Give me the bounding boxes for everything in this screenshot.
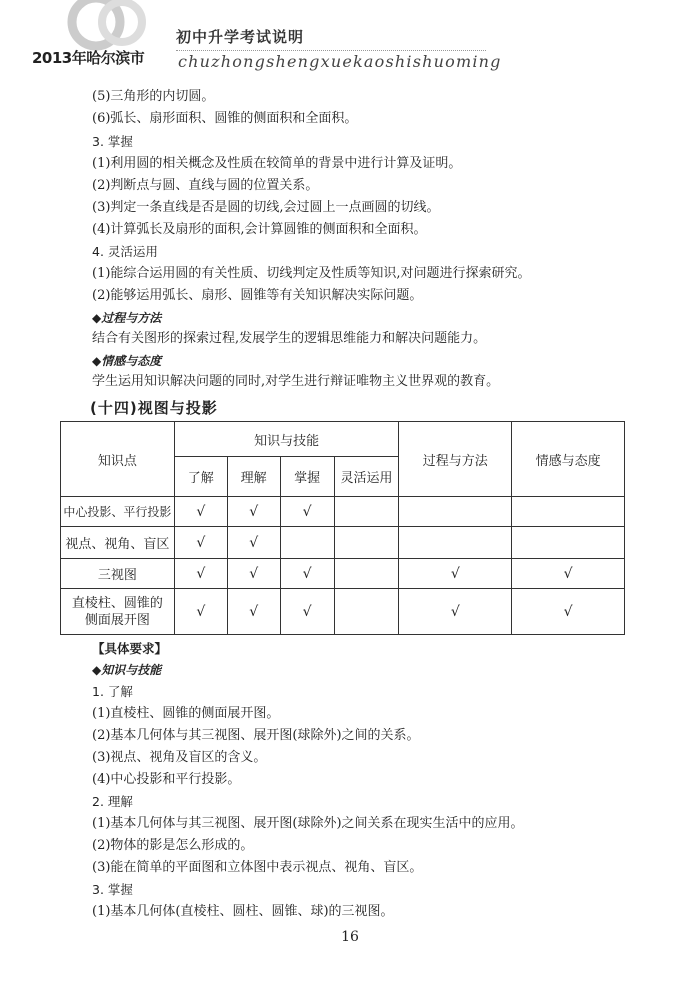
check-cell	[334, 527, 399, 559]
check-cell: √	[227, 589, 280, 635]
check-cell: √	[512, 589, 625, 635]
subsection-heading: 4. 灵活运用	[92, 244, 158, 259]
check-cell	[399, 527, 512, 559]
requirements-table	[60, 421, 625, 635]
check-cell: √	[399, 559, 512, 589]
check-cell	[334, 589, 399, 635]
category-heading: ◆过程与方法	[92, 311, 162, 325]
table-row	[61, 497, 625, 527]
subheader-master: 掌握	[280, 457, 334, 497]
text-line: (6)弧长、扇形面积、圆锥的侧面积和全面积。	[92, 111, 358, 126]
check-cell: √	[280, 589, 334, 635]
header-knowledge-skill: 知识与技能	[174, 422, 399, 457]
check-cell: √	[174, 559, 227, 589]
text-line: (3)视点、视角及盲区的含义。	[92, 750, 267, 765]
check-cell	[334, 497, 399, 527]
subheader-comprehend: 理解	[227, 457, 280, 497]
header-knowledge-point: 知识点	[61, 422, 175, 497]
header-pinyin: chuzhongshengxuekaoshishuoming	[178, 52, 502, 71]
text-line: (1)利用圆的相关概念及性质在较简单的背景中进行计算及证明。	[92, 156, 462, 171]
header-emotion-attitude: 情感与态度	[512, 422, 625, 497]
row-label: 直棱柱、圆锥的侧面展开图	[61, 589, 175, 635]
table-row	[61, 527, 625, 559]
text-line: (5)三角形的内切圆。	[92, 89, 215, 104]
text-line: (1)能综合运用圆的有关性质、切线判定及性质等知识,对问题进行探索研究。	[92, 266, 531, 281]
check-cell: √	[512, 559, 625, 589]
subsection-heading: 2. 理解	[92, 794, 133, 809]
check-cell: √	[174, 497, 227, 527]
text-line: (2)判断点与圆、直线与圆的位置关系。	[92, 178, 319, 193]
text-line: (1)直棱柱、圆锥的侧面展开图。	[92, 706, 280, 721]
category-heading: ◆知识与技能	[92, 663, 162, 677]
check-cell: √	[280, 497, 334, 527]
subsection-heading: 1. 了解	[92, 684, 133, 699]
check-cell	[399, 497, 512, 527]
header-year-city: 2013年哈尔滨市	[32, 49, 145, 67]
check-cell: √	[227, 497, 280, 527]
subsection-heading: 3. 掌握	[92, 134, 133, 149]
text-line: (3)能在简单的平面图和立体图中表示视点、视角、盲区。	[92, 860, 423, 875]
category-heading: ◆情感与态度	[92, 354, 162, 368]
page-number: 16	[341, 929, 359, 945]
text-line: 结合有关图形的探索过程,发展学生的逻辑思维能力和解决问题能力。	[92, 331, 487, 346]
text-line: 学生运用知识解决问题的同时,对学生进行辩证唯物主义世界观的教育。	[92, 374, 500, 389]
text-line: (2)物体的影是怎么形成的。	[92, 838, 254, 853]
check-cell: √	[227, 527, 280, 559]
table-row	[61, 559, 625, 589]
check-cell: √	[280, 559, 334, 589]
row-label: 视点、视角、盲区	[61, 527, 175, 559]
text-line: (3)判定一条直线是否是圆的切线,会过圆上一点画圆的切线。	[92, 200, 440, 215]
subsection-heading: 3. 掌握	[92, 882, 133, 897]
row-label: 中心投影、平行投影	[61, 497, 175, 527]
text-line: (4)计算弧长及扇形的面积,会计算圆锥的侧面积和全面积。	[92, 222, 427, 237]
check-cell	[334, 559, 399, 589]
check-cell	[280, 527, 334, 559]
row-label: 三视图	[61, 559, 175, 589]
text-line: (1)基本几何体与其三视图、展开图(球除外)之间关系在现实生活中的应用。	[92, 816, 524, 831]
text-line: (2)基本几何体与其三视图、展开图(球除外)之间的关系。	[92, 728, 420, 743]
text-line: (1)基本几何体(直棱柱、圆柱、圆锥、球)的三视图。	[92, 904, 394, 919]
section-title: (十四)视图与投影	[90, 399, 218, 417]
table-row	[61, 589, 625, 635]
check-cell: √	[174, 527, 227, 559]
requirements-heading: 【具体要求】	[92, 641, 168, 656]
subheader-understand: 了解	[174, 457, 227, 497]
check-cell: √	[174, 589, 227, 635]
check-cell	[512, 527, 625, 559]
check-cell	[512, 497, 625, 527]
text-line: (4)中心投影和平行投影。	[92, 772, 241, 787]
header-divider	[176, 50, 486, 51]
check-cell: √	[399, 589, 512, 635]
subheader-apply: 灵活运用	[334, 457, 399, 497]
header-title: 初中升学考试说明	[176, 28, 305, 46]
check-cell: √	[227, 559, 280, 589]
text-line: (2)能够运用弧长、扇形、圆锥等有关知识解决实际问题。	[92, 288, 423, 303]
header-process-method: 过程与方法	[399, 422, 512, 497]
